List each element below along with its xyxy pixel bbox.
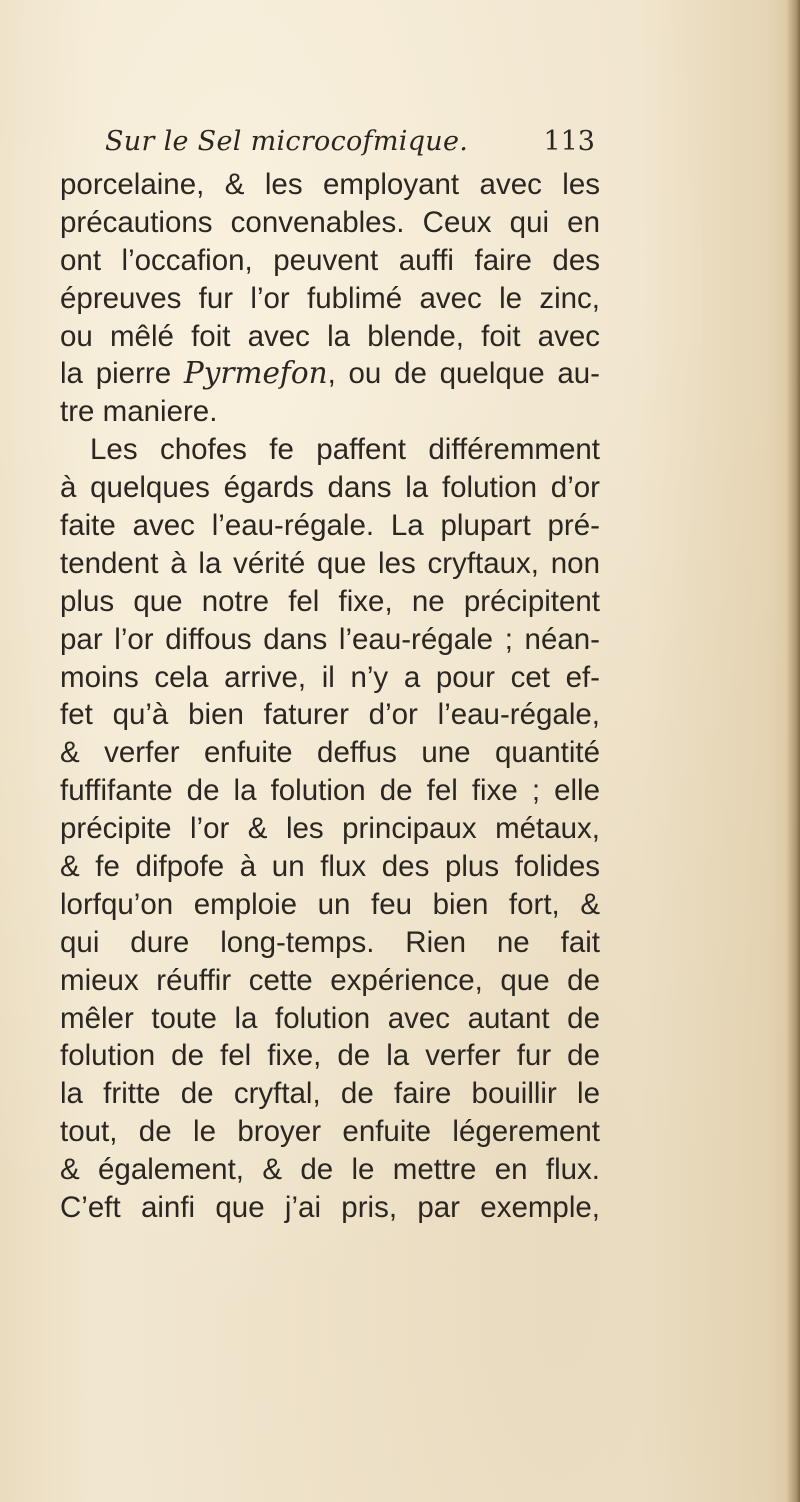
text-line: fuffifante de la folution de fel fixe ; elle (60, 774, 600, 808)
text-line: Les chofes fe paffent différemment (90, 433, 600, 467)
text-line: moins cela arrive, il n’y a pour cet ef- (60, 660, 600, 694)
text-line: & également, & de le mettre en flux. (60, 1153, 600, 1187)
text-line: mieux réuffir cette expérience, que de (60, 963, 600, 997)
text-line: par l’or diffous dans l’eau-régale ; néan- (60, 622, 600, 656)
text-line: ont l’occafion, peuvent auffi faire des (60, 243, 600, 277)
italic-place-name: Pyrmefon (183, 356, 328, 391)
text-line: faite avec l’eau-régale. La plupart pré- (60, 509, 600, 543)
text-line: la pierre Pyrmefon, ou de quelque au- (60, 356, 600, 391)
text-line: précautions convenables. Ceux qui en (60, 205, 600, 239)
text-line: à quelques égards dans la folution d’or (60, 471, 600, 505)
text-line: ou mêlé foit avec la blende, foit avec (60, 319, 600, 353)
page-number: 113 (543, 126, 595, 157)
text-line: tre maniere. (60, 395, 218, 429)
running-title: Sur le Sel microcofmique. (105, 126, 469, 157)
text-line: qui dure long-temps. Rien ne fait (60, 925, 600, 959)
text-line: précipite l’or & les principaux métaux, (60, 812, 600, 846)
text-line: C’eft ainfi que j’ai pris, par exemple, (60, 1191, 600, 1225)
text-line: la fritte de cryftal, de faire bouillir le (60, 1077, 600, 1111)
text-line: épreuves fur l’or fublimé avec le zinc, (60, 281, 600, 315)
text-line: & fe difpofe à un flux des plus folides (60, 850, 600, 884)
text-line: porcelaine, & les employant avec les (60, 168, 600, 201)
text-line: plus que notre fel fixe, ne précipitent (60, 584, 600, 618)
text-line: fet qu’à bien faturer d’or l’eau-régale, (60, 698, 600, 732)
text-line: folution de fel fixe, de la verfer fur de (60, 1039, 600, 1073)
text-line: lorfqu’on emploie un feu bien fort, & (60, 887, 600, 921)
text-line: tout, de le broyer enfuite légerement (60, 1115, 600, 1149)
body-text (60, 166, 600, 1227)
text-line: & verfer enfuite deffus une quantité (60, 736, 600, 770)
page-header (105, 126, 595, 170)
page-edge-shadow (786, 0, 800, 1502)
text-line: mêler toute la folution avec autant de (60, 1001, 600, 1035)
text-line: tendent à la vérité que les cryftaux, non (60, 546, 600, 580)
